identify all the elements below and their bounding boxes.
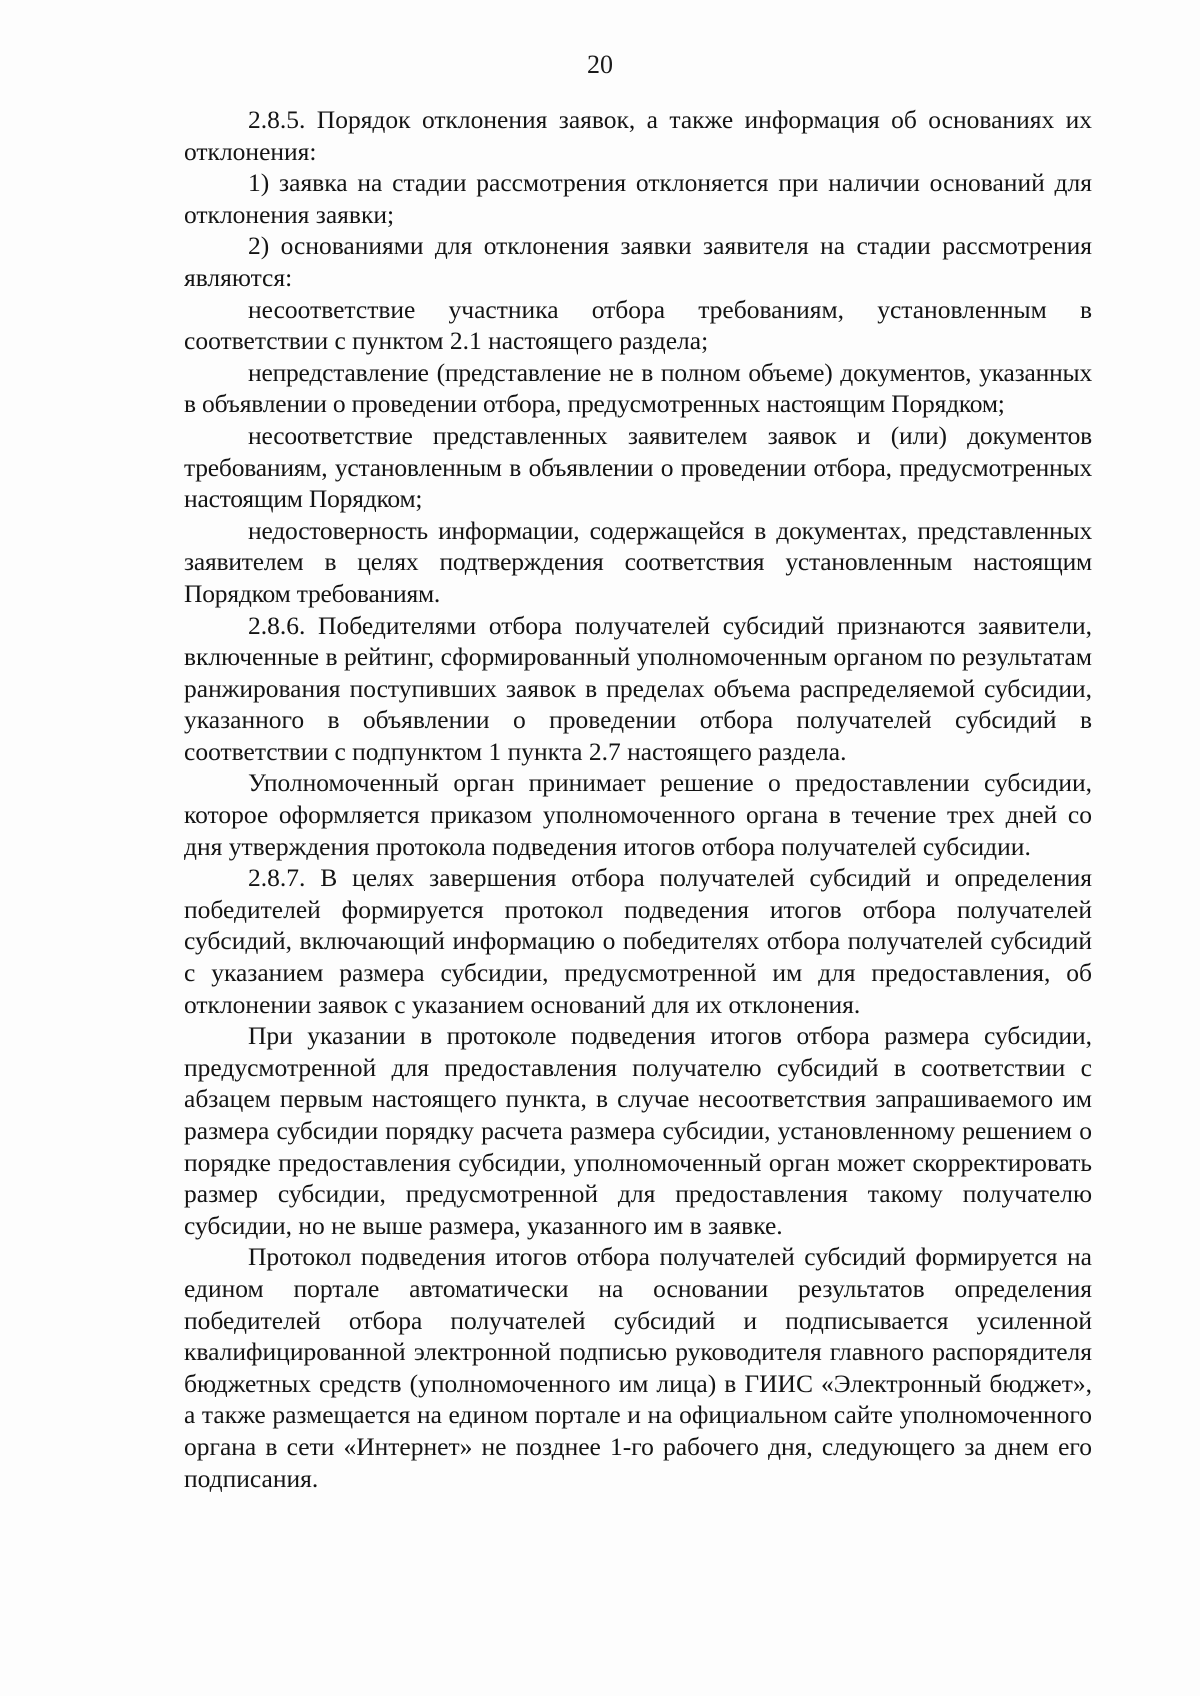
paragraph-2-8-5: 2.8.5. Порядок отклонения заявок, а также информация об основаниях их отклонения: [184,105,1092,166]
paragraph-item-2: 2) основаниями для отклонения заявки заявителя на стадии рассмотрения являются: [184,231,1092,292]
paragraph-decision: Уполномоченный орган принимает решение о предоставлении субсидии, которое оформляется приказом уполномоченного органа в течение трех дней со дня утверждения протокола подведения итогов отбора получателей субсидии. [184,768,1092,861]
paragraph-ground-mismatch: несоответствие представленных заявителем заявок и (или) документов требованиям, установленным в объявлении о проведении отбора, предусмотренных настоящим Порядком; [184,420,1092,514]
paragraph-adjustment: При указании в протоколе подведения итогов отбора размера субсидии, предусмотренной для предоставления получателю субсидий в соответствии с абзацем первым настоящего пункта, в случае несоответствия запрашиваемого им размера субсидии порядку расчета размера субсидии, установленному решением о порядке предоставления субсидии, уполномоченный орган может скорректировать размер субсидии, предусмотренной для предоставления такому получателю субсидии, но не выше размера, указанного им в заявке. [184,1021,1092,1240]
paragraph-ground-participant: несоответствие участника отбора требованиям, установленным в соответствии с пунктом 2.1 настоящего раздела; [184,294,1092,356]
paragraph-2-8-7: 2.8.7. В целях завершения отбора получателей субсидий и определения победителей формируется протокол подведения итогов отбора получателей субсидий, включающий информацию о победителях отбора получателей субсидий с указанием размера субсидии, предусмотренной им для предоставления, об отклонении заявок с указанием оснований для их отклонения. [184,863,1092,1019]
paragraph-2-8-6: 2.8.6. Победителями отбора получателей субсидий признаются заявители, включенные в рейтинг, сформированный уполномоченным органом по результатам ранжирования поступивших заявок в пределах объема распределяемой субсидии, указанного в объявлении о проведении отбора получателей субсидий в соответствии с подпунктом 1 пункта 2.7 настоящего раздела. [184,610,1092,766]
paragraph-ground-unreliable: недостоверность информации, содержащейся в документах, представленных заявителем в целях подтверждения соответствия установленным настоящим Порядком требованиям. [184,515,1092,608]
paragraph-item-1: 1) заявка на стадии рассмотрения отклоняется при наличии оснований для отклонения заявки; [184,168,1092,229]
paragraph-protocol: Протокол подведения итогов отбора получателей субсидий формируется на едином портале автоматически на основании результатов определения победителей отбора получателей субсидий и подписывается усиленной квалифицированной электронной подписью руководителя главного распорядителя бюджетных средств (уполномоченного им лица) в ГИИС «Электронный бюджет», а также размещается на едином портале и на официальном сайте уполномоченного органа в сети «Интернет» не позднее 1-го рабочего дня, следующего за днем его подписания. [184,1242,1092,1493]
page-number: 20 [587,50,613,79]
document-body [184,104,1092,1494]
paragraph-ground-documents: непредставление (представление не в полном объеме) документов, указанных в объявлении о проведении отбора, предусмотренных настоящим Порядком; [184,357,1092,419]
